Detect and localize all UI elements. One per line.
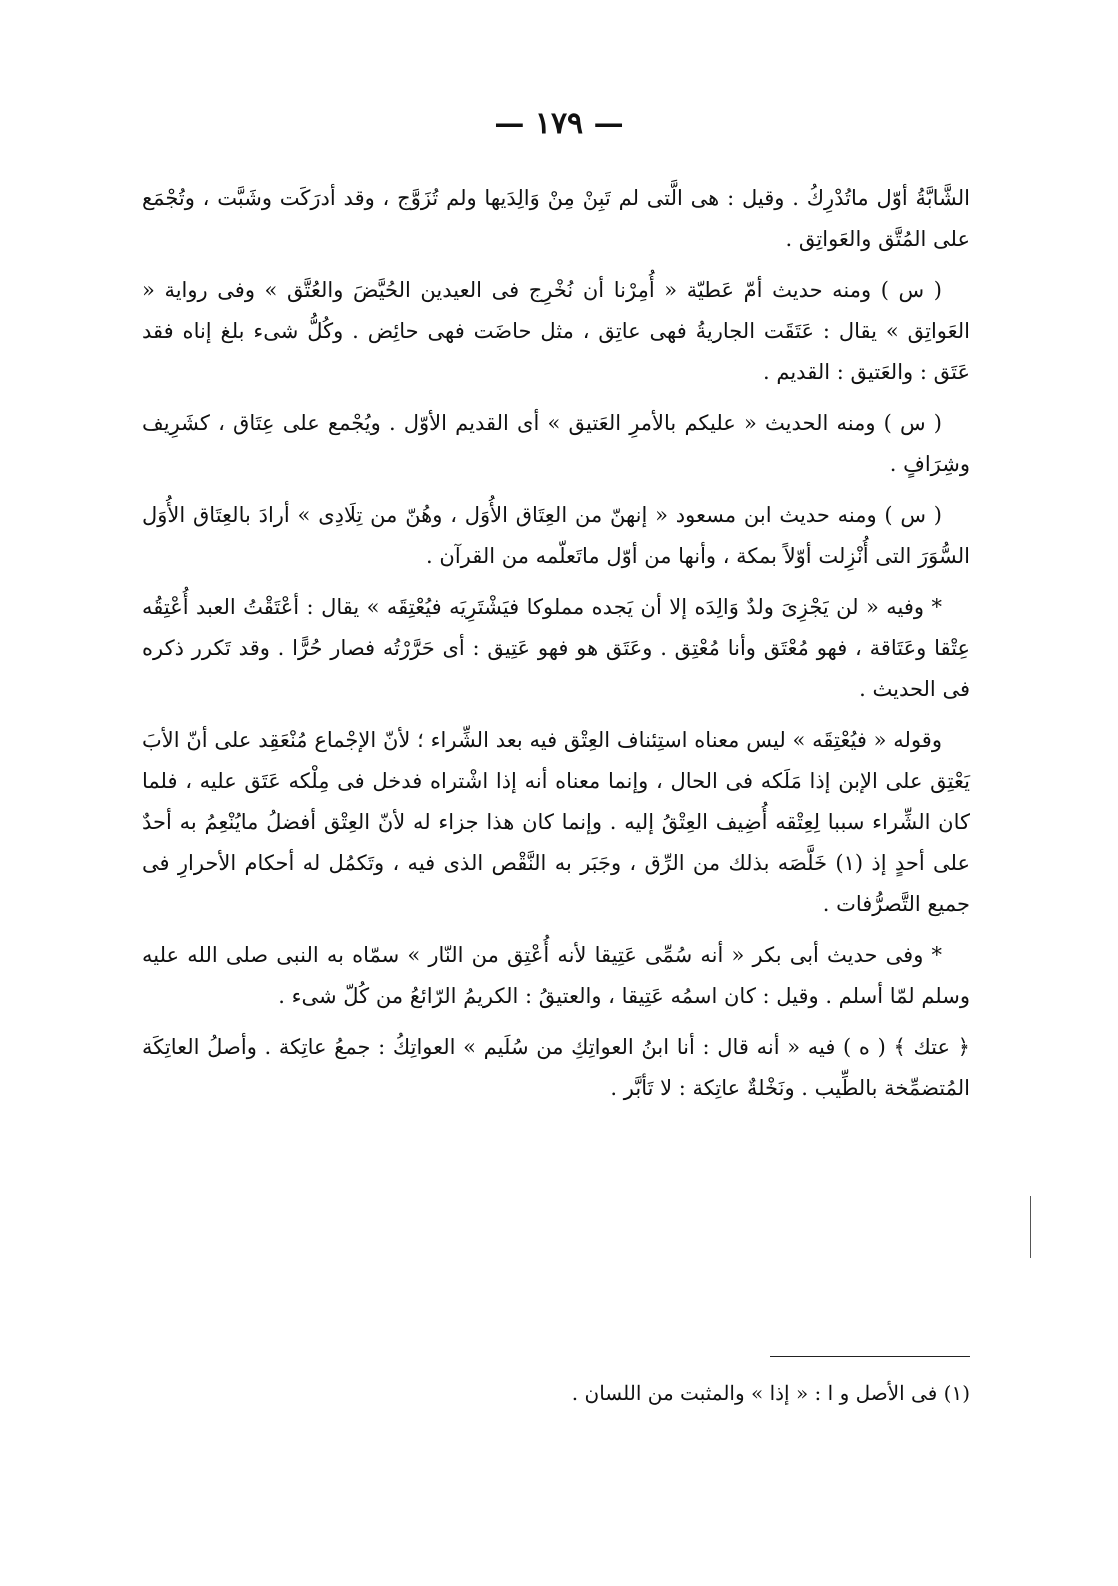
paragraph-3: ( س ) ومنه الحديث « عليكم بالأمرِ العَتيق » أى القديم الأوّل . ويُجْمع على عِتَاق ، كشَرِيف وشِرَافٍ . [142,411,970,476]
paragraph-5: * وفيه « لن يَجْزِىَ ولدٌ وَالِدَه إلا أن يَجده مملوكا فيَشْتَرِيَه فيُعْتِقَه » يقال : أعْتَقْتُ العبد أُعْتِقُه عِتْقا وعَتَاقة ، فهو مُعْتَق وأنا مُعْتِق . وعَتَق هو فهو عَتِيق : أى حَرَّرْتُه فصار حُرًّا . وقد تَكرر ذكره فى الحديث . [142,595,970,701]
footnote-divider [770,1356,970,1357]
paragraph-2: ( س ) ومنه حديث أمّ عَطيّة « أُمِرْنا أن نُخْرِج فى العيدين الحُيَّضَ والعُتَّق » وفى رواية « العَواتِق » يقال : عَتَقَت الجاريةُ فهى عاتِق ، مثل حاضَت فهى حائِض . وكُلُّ شىء بلغ إناه فقد عَتَق : والعَتيق : القديم . [142,278,970,384]
footnote: (١) فى الأصل و ا : « إذا » والمثبت من اللسان . [571,1381,970,1405]
main-text [142,178,970,1119]
margin-line [1030,1196,1031,1258]
paragraph-6: وقوله « فيُعْتِقَه » ليس معناه استِئناف العِتْق فيه بعد الشِّراء ؛ لأنّ الإجْماع مُنْعَقِد على أنّ الأبَ يَعْتِق على الإبن إذا مَلَكه فى الحال ، وإنما معناه أنه إذا اشْتراه فدخل فى مِلْكه عَتَق عليه ، فلما كان الشِّراء سببا لِعِتْقه أُضِيف العِتْقُ إليه . وإنما كان هذا جزاء له لأنّ العِتْق أفضلُ مايُنْعِمُ به أحدٌ على أحدٍ إذ (١) خَلَّصَه بذلك من الرِّق ، وجَبَر به النَّقْص الذى فيه ، وتَكمُل له أحكام الأحرارِ فى جميع التَّصرُّفات . [142,728,970,916]
paragraph-7: * وفى حديث أبى بكر « أنه سُمِّى عَتِيقا لأنه أُعْتِق من النّار » سمّاه به النبى صلى الله عليه وسلم لمّا أسلم . وقيل : كان اسمُه عَتِيقا ، والعتيقُ : الكريمُ الرّائعُ من كُلّ شىء . [142,943,970,1008]
page-number: — ١٧٩ — [494,106,624,141]
paragraph-1: الشَّابَّةُ أوّل ماتُدْرِكُ . وقيل : هى الَّتى لم تَبِنْ مِنْ وَالِدَيها ولم تُزَوَّج ، وقد أدرَكَت وشَبَّت ، وتُجْمَع على المُتَّق والعَواتِق . [142,186,970,251]
paragraph-8: ﴿ عتك ﴾ ( ه ) فيه « أنه قال : أنا ابنُ العواتِكِ من سُلَيم » العواتِكُ : جمعُ عاتِكة . وأصلُ العاتِكَة المُتضمِّخة بالطِّيب . ونَخْلةٌ عاتِكة : لا تَأبَّر . [142,1035,970,1100]
paragraph-4: ( س ) ومنه حديث ابن مسعود « إنهنّ من العِتَاق الأُوَل ، وهُنّ من تِلَادِى » أرادَ بالعِتَاق الأُوَل السُّوَرَ التى أُنْزِلت أوّلاً بمكة ، وأنها من أوّل ماتَعلّمه من القرآن . [142,503,970,568]
